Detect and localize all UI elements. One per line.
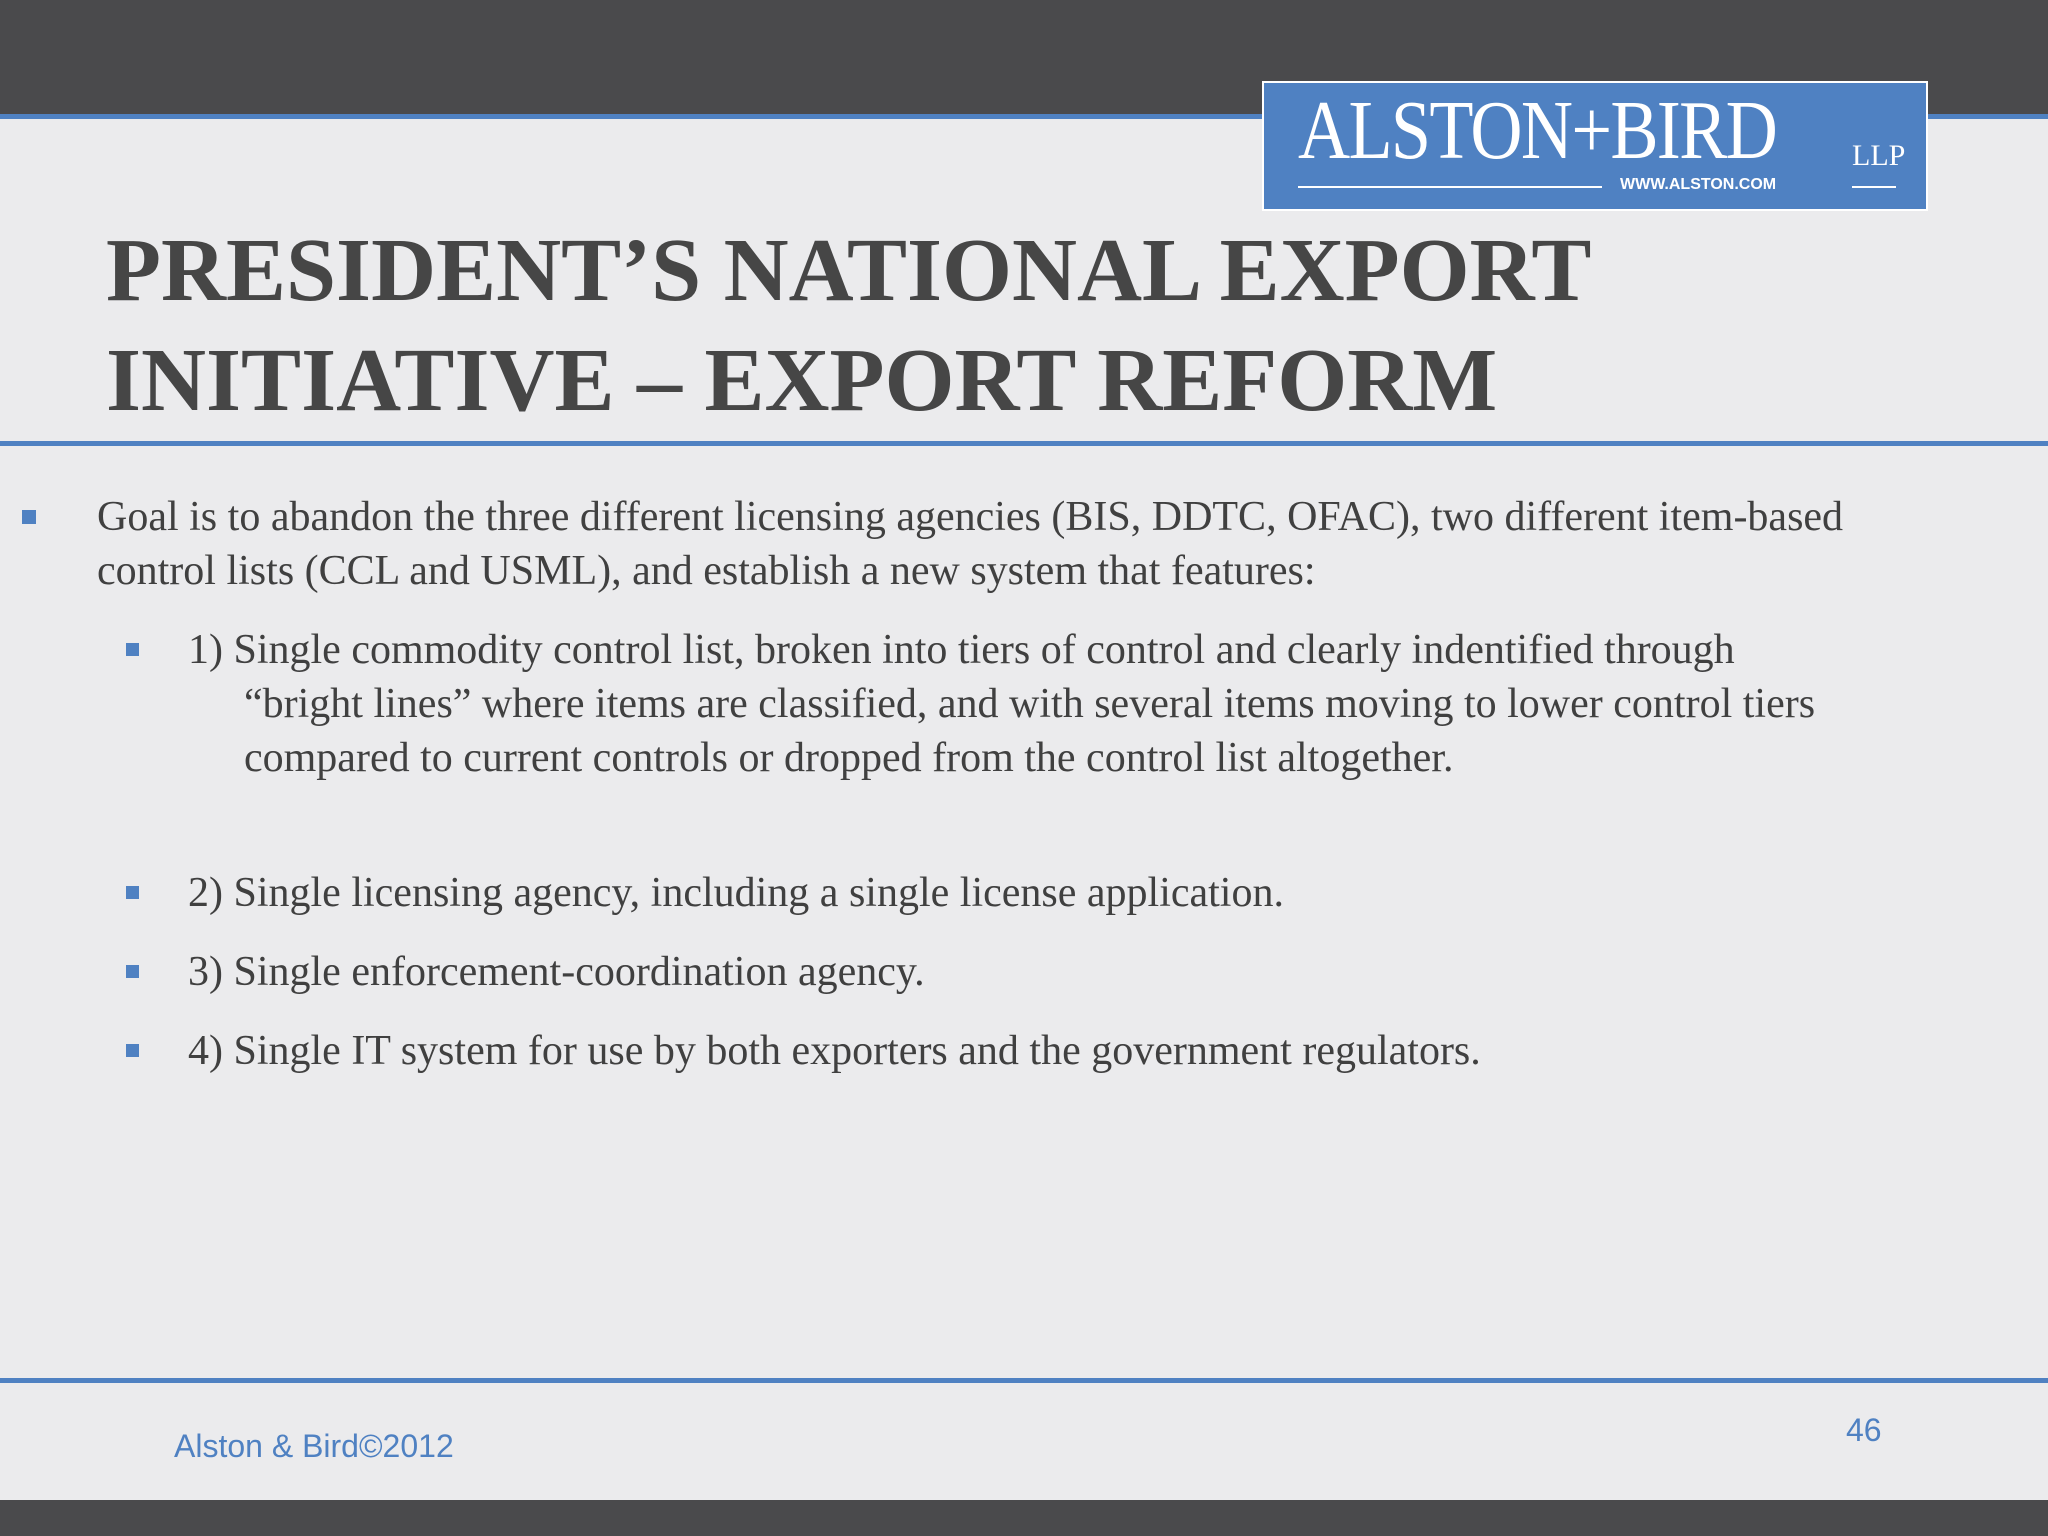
slide-title-line-1: PRESIDENT’S NATIONAL EXPORT: [106, 221, 1592, 320]
title-rule: [0, 441, 2048, 446]
logo-divider-right: [1852, 186, 1896, 188]
sub-bullet-marker: [126, 886, 139, 899]
bottom-bar: [0, 1500, 2048, 1536]
sub-bullet-text-4: 4) Single IT system for use by both exporters and the government regulators.: [188, 1028, 1481, 1074]
footer-copyright: Alston & Bird©2012: [174, 1428, 454, 1464]
bullet-text-goal: Goal is to abandon the three different licensing agencies (BIS, DDTC, OFAC), two different item-based control lists (CCL and USML), and establish a new system that features:: [97, 494, 1844, 594]
footer-rule: [0, 1378, 2048, 1383]
sub-bullet-text-2: 2) Single licensing agency, including a single license application.: [188, 870, 1284, 916]
sub-bullet-text-1: 1) Single commodity control list, broken into tiers of control and clearly indentified through “bright lines” where items are classified, and with several items moving to lower control tiers compared to current controls or dropped from the control list altogether.: [188, 627, 1816, 781]
sub-bullet-marker: [126, 965, 139, 978]
alston-bird-logo: [1262, 81, 1928, 211]
sub-bullet-marker: [126, 643, 139, 656]
logo-url: WWW.ALSTON.COM: [1620, 176, 1777, 193]
sub-bullet-marker: [126, 1044, 139, 1057]
bullet-marker: [22, 510, 36, 524]
slide-title: [106, 216, 1666, 436]
sub-bullet-text-3: 3) Single enforcement-coordination agency.: [188, 949, 925, 995]
logo-wordmark: ALSTON+BIRD: [1298, 84, 1777, 177]
slide-title-line-2: INITIATIVE – EXPORT REFORM: [106, 331, 1498, 430]
page-number: 46: [1846, 1412, 1882, 1448]
logo-llp: LLP: [1852, 139, 1906, 172]
logo-divider-left: [1298, 186, 1602, 188]
